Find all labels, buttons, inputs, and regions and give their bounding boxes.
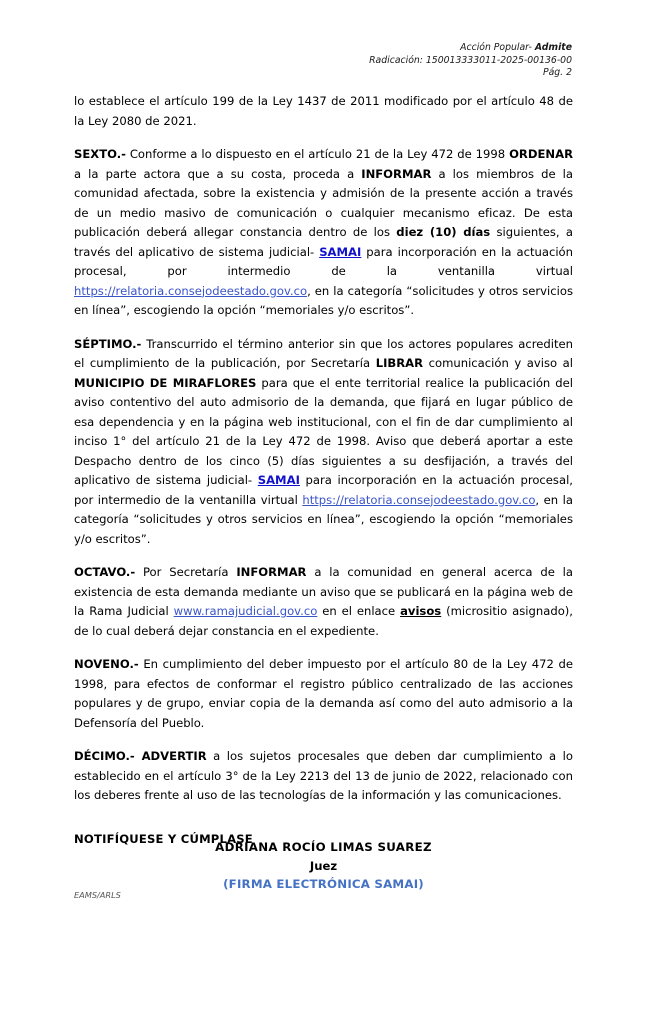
octavo-text-3: en el enlace <box>317 604 401 618</box>
sexto-bold-diez-dias: diez (10) días <box>396 225 491 239</box>
header-case-type-prefix: Acción Popular- <box>460 42 535 53</box>
septimo-text-5: , en la categoría “solicitudes y otros servicios en línea”, escogiendo la opción “memoriales y/o escritos”. <box>74 492 573 546</box>
header-page-number: Pág. 2 <box>542 67 572 79</box>
sexto-text-4: siguientes, a través del aplicativo de sistema judicial- <box>74 225 573 259</box>
continuation-text: lo establece el artículo 199 de la Ley 1437 de 2011 modificado por el artículo 48 de la Ley 2080 de 2021. <box>74 94 573 128</box>
signature-block <box>74 838 573 894</box>
footer-initials: EAMS/ARLS <box>74 890 121 900</box>
header-radicacion: Radicación: 150013333011-2025-00136-00 <box>369 54 572 66</box>
header-case-type-line <box>142 42 572 55</box>
sexto-text-5: para incorporación en la actuación procesal, por intermedio de la ventanilla virtual <box>74 244 573 278</box>
samai-link[interactable]: SAMAI <box>319 244 362 259</box>
octavo-text-1: Por Secretaría <box>135 565 237 579</box>
noveno-text-1: En cumplimiento del deber impuesto por el artículo 80 de la Ley 472 de 1998, para efectos de conformar el registro público centralizado de las acciones populares y de grupo, enviar copia de la demanda así como del auto admisorio a la Defensoría del Pueblo. <box>74 657 573 730</box>
noveno-heading: NOVENO.- <box>74 657 139 671</box>
sexto-heading: SEXTO.- <box>74 147 126 161</box>
septimo-text-2: comunicación y aviso al <box>423 356 573 370</box>
octavo-bold-informar: INFORMAR <box>236 565 307 579</box>
septimo-bold-librar: LIBRAR <box>375 356 424 370</box>
rama-judicial-url-link[interactable]: www.ramajudicial.gov.co <box>173 604 318 618</box>
decimo-text-1: a los sujetos procesales que deben dar cumplimiento a lo establecido en el artículo 3° de la Ley 2213 del 13 de junio de 2022, relacionado con los deberes frente al uso de las tecnologías de la información y las comunicaciones. <box>74 749 573 802</box>
septimo-heading: SÉPTIMO.- <box>74 336 142 351</box>
sexto-bold-ordenar: ORDENAR <box>509 147 573 161</box>
octavo-text-4: (micrositio asignado), de lo cual deberá dejar constancia en el expediente. <box>74 604 573 638</box>
judge-name: ADRIANA ROCÍO LIMAS SUAREZ <box>215 840 432 854</box>
electronic-signature-label: (FIRMA ELECTRÓNICA SAMAI) <box>223 877 424 891</box>
paragraph-septimo <box>74 335 573 550</box>
judge-role: Juez <box>309 858 338 873</box>
octavo-heading: OCTAVO.- <box>74 565 136 579</box>
septimo-text-4: para incorporación en la actuación procesal, por intermedio de la ventanilla virtual <box>74 473 573 507</box>
paragraph-octavo <box>74 563 573 641</box>
relatoria-url-link[interactable]: https://relatoria.consejodeestado.gov.co <box>302 492 536 507</box>
document-header <box>142 42 572 80</box>
septimo-text-3: para que el ente territorial realice la publicación del aviso contentivo del auto admisorio de la demanda, que fijará en lugar público de esa dependencia y en la página web institucional, con el fin de dar cumplimiento al inciso 1° del artículo 21 de la Ley 472 de 1998. Aviso que deberá aportar a este Despacho dentro de los cinco (5) días siguientes a su desfijación, a través del aplicativo de sistema judicial- <box>74 375 573 487</box>
samai-link[interactable]: SAMAI <box>257 473 300 487</box>
octavo-text-2: a la comunidad en general acerca de la existencia de esta demanda mediante un aviso que se publicará en la página web de la Rama Judicial <box>74 565 573 618</box>
decimo-heading: DÉCIMO.- ADVERTIR <box>74 749 207 763</box>
sexto-text-3: a los miembros de la comunidad afectada, sobre la existencia y admisión de la presente acción a través de un medio masivo de comunicación o cualquier mecanismo eficaz. De esta publicación deberá allegar constancia dentro de los <box>74 166 573 239</box>
continuation-paragraph <box>74 92 573 131</box>
avisos-label: avisos <box>400 604 442 618</box>
septimo-bold-municipio: MUNICIPIO DE MIRAFLORES <box>74 375 257 390</box>
paragraph-noveno <box>74 655 573 733</box>
header-case-status: Admite <box>534 42 572 53</box>
sexto-bold-informar: INFORMAR <box>361 166 432 181</box>
notify-and-comply-line: NOTIFÍQUESE Y CÚMPLASE <box>74 831 253 846</box>
sexto-text-2: a la parte actora que a su costa, proceda a <box>74 166 362 181</box>
relatoria-url-link[interactable]: https://relatoria.consejodeestado.gov.co <box>74 283 308 298</box>
sexto-text-6: , en la categoría “solicitudes y otros servicios en línea”, escogiendo la opción “memoriales y/o escritos”. <box>74 283 573 317</box>
paragraph-decimo <box>74 747 573 806</box>
septimo-text-1: Transcurrido el término anterior sin que los actores populares acrediten el cumplimiento de la publicación, por Secretaría <box>74 336 573 370</box>
paragraph-sexto <box>74 145 573 321</box>
sexto-text-1: Conforme a lo dispuesto en el artículo 21 de la Ley 472 de 1998 <box>125 147 510 161</box>
document-body <box>74 92 573 849</box>
